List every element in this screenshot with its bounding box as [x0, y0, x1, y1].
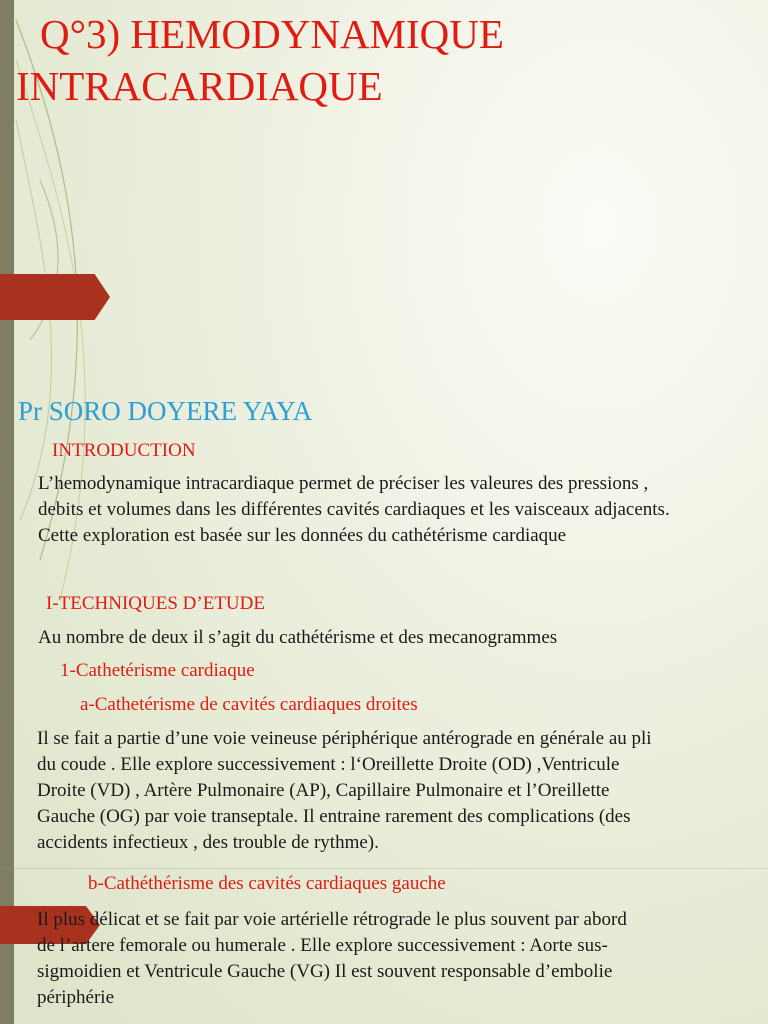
heading-techniques: I-TECHNIQUES D’ETUDE — [46, 593, 265, 614]
paragraph-line: du coude . Elle explore successivement : l‘Oreillette Droite (OD) ,Ventricule — [37, 754, 620, 775]
paragraph-line: Gauche (OG) par voie transeptale. Il entraine rarement des complications (des — [37, 806, 631, 827]
paragraph-line: sigmoidien et Ventricule Gauche (VG) Il est souvent responsable d’embolie — [37, 961, 613, 982]
accent-arrow-tab — [0, 274, 110, 320]
paragraph-line: Il se fait a partie d’une voie veineuse périphérique antérograde en générale au pli — [37, 728, 652, 749]
paragraph-line: Il plus délicat et se fait par voie artérielle rétrograde le plus souvent par abord — [37, 909, 627, 930]
heading-catheterisme: 1-Cathetérisme cardiaque — [60, 660, 255, 681]
paragraph-line: Au nombre de deux il s’agit du cathétérisme et des mecanogrammes — [38, 627, 558, 648]
slide-divider — [0, 868, 768, 869]
paragraph-line: Cette exploration est basée sur les données du cathétérisme cardiaque — [38, 525, 567, 546]
heading-introduction: INTRODUCTION — [52, 440, 196, 461]
heading-cat-gauche: b-Cathéthérisme des cavités cardiaques gauche — [88, 873, 446, 894]
paragraph-line: périphérie — [37, 987, 115, 1008]
paragraph-line: L’hemodynamique intracardiaque permet de préciser les valeures des pressions , — [38, 473, 649, 494]
paragraph-line: de l’artere femorale ou humerale . Elle explore successivement : Aorte sus- — [37, 935, 608, 956]
paragraph-line: debits et volumes dans les différentes cavités cardiaques et les vaisceaux adjacents. — [38, 499, 670, 520]
paragraph-line: Droite (VD) , Artère Pulmonaire (AP), Capillaire Pulmonaire et l’Oreillette — [37, 780, 610, 801]
author-name: Pr SORO DOYERE YAYA — [18, 396, 313, 426]
title-line-1: Q°3) HEMODYNAMIQUE — [40, 11, 504, 57]
paragraph-line: accidents infectieux , des trouble de rythme). — [37, 832, 379, 853]
title-line-2: INTRACARDIAQUE — [16, 63, 383, 109]
page-title — [16, 8, 756, 112]
heading-cat-droites: a-Cathetérisme de cavités cardiaques droites — [80, 694, 418, 715]
